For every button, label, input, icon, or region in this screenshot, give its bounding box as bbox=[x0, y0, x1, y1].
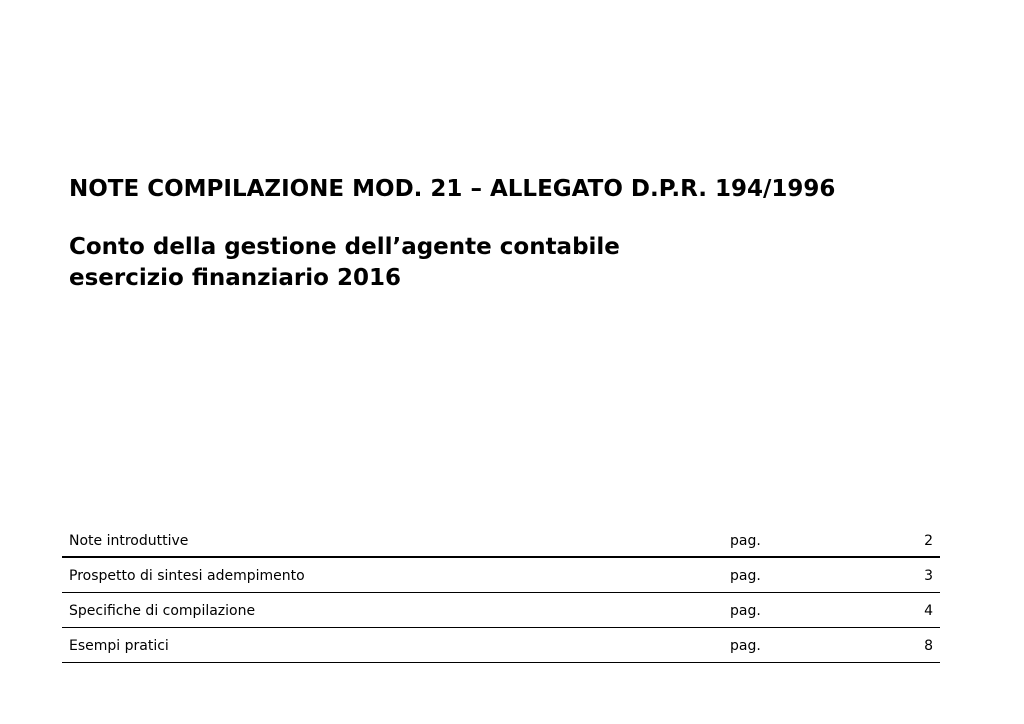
subtitle-line-1: Conto della gestione dell’agente contabile bbox=[69, 234, 620, 260]
toc-page-number: 3 bbox=[924, 568, 933, 584]
toc-row bbox=[62, 523, 940, 558]
document-title: NOTE COMPILAZIONE MOD. 21 – ALLEGATO D.P.R. 194/1996 bbox=[69, 176, 836, 202]
toc-entry-label: Specifiche di compilazione bbox=[69, 603, 256, 619]
toc-page-number: 8 bbox=[924, 638, 933, 654]
document-subtitle bbox=[69, 232, 620, 294]
toc-entry-label: Esempi pratici bbox=[69, 638, 169, 654]
toc-row bbox=[62, 628, 940, 663]
toc-entry-label: Prospetto di sintesi adempimento bbox=[69, 568, 305, 584]
subtitle-line-2: esercizio finanziario 2016 bbox=[69, 265, 401, 291]
toc-entry-label: Note introduttive bbox=[69, 533, 189, 549]
toc-page-number: 2 bbox=[924, 533, 933, 549]
toc-pag-label: pag. bbox=[730, 603, 761, 619]
toc-pag-label: pag. bbox=[730, 638, 761, 654]
toc-row bbox=[62, 593, 940, 628]
toc-page-number: 4 bbox=[924, 603, 933, 619]
table-of-contents bbox=[62, 523, 940, 663]
toc-row bbox=[62, 558, 940, 593]
toc-pag-label: pag. bbox=[730, 568, 761, 584]
toc-pag-label: pag. bbox=[730, 533, 761, 549]
